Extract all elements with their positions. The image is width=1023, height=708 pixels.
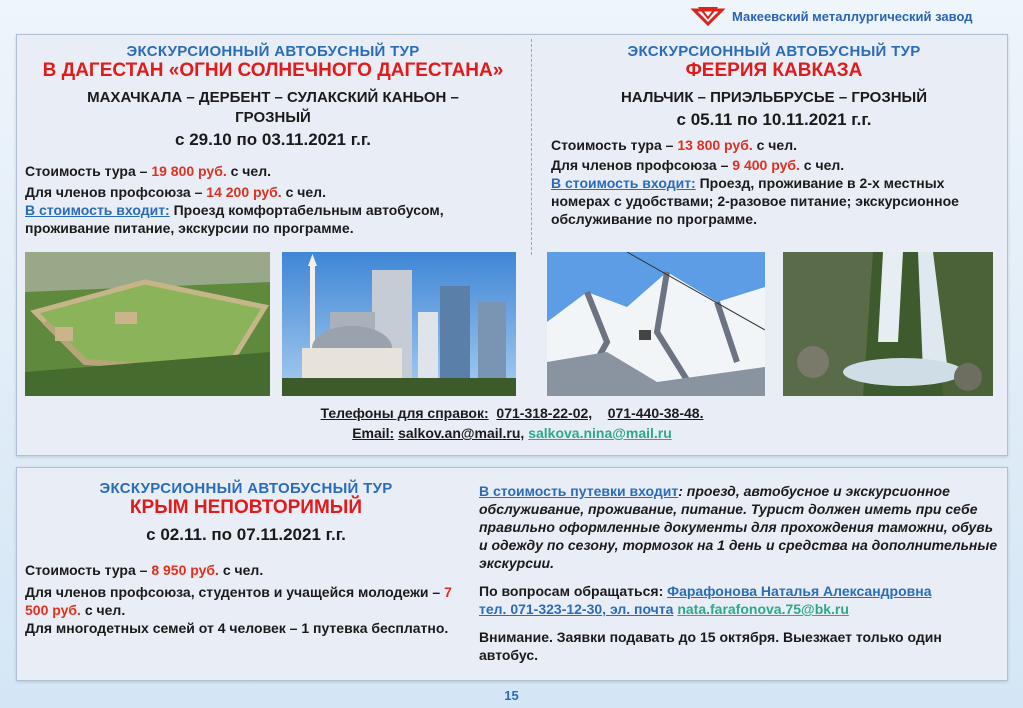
kavkaz-cost-label: Стоимость тура –	[551, 137, 678, 153]
dagestan-route: МАХАЧКАЛА – ДЕРБЕНТ – СУЛАКСКИЙ КАНЬОН – ГРОЗНЫЙ	[87, 89, 459, 126]
kavkaz-title: ФЕЕРИЯ КАВКАЗА	[685, 60, 863, 81]
dagestan-cost: 19 800 руб.	[151, 163, 227, 179]
company-logo	[690, 6, 973, 26]
kavkaz-per-person: с чел.	[752, 137, 797, 153]
crimea-kind: ЭКСКУРСИОННЫЙ АВТОБУСНЫЙ ТУР	[99, 480, 393, 497]
email-2-link[interactable]: salkova.nina@mail.ru	[528, 425, 672, 441]
dagestan-cost-label: Стоимость тура –	[25, 163, 152, 179]
crimea-cost-label: Стоимость тура –	[25, 562, 152, 578]
dagestan-members-label: Для членов профсоюза –	[25, 184, 207, 200]
crimea-cost: 8 950 руб.	[151, 562, 219, 578]
dagestan-members-cost: 14 200 руб.	[206, 184, 282, 200]
crimea-members-line	[25, 583, 467, 619]
kavkaz-includes-label: В стоимость входит:	[551, 175, 696, 191]
phone-2[interactable]: 071-440-38-48.	[607, 405, 704, 421]
crimea-cost-line	[25, 561, 467, 579]
dagestan-includes-text: Проезд комфортабельным автобусом, проживание питание, экскурсии по программе.	[25, 202, 444, 236]
star-logo-icon	[690, 6, 726, 26]
phones-label: Телефоны для справок:	[320, 405, 489, 421]
crimea-tour	[25, 480, 467, 637]
company-name: Макеевский металлургический завод	[732, 8, 973, 24]
crimea-per-person: с чел.	[218, 562, 264, 578]
email-1-link[interactable]: salkov.an@mail.ru,	[398, 425, 525, 441]
kavkaz-cost: 13 800 руб.	[677, 137, 753, 153]
contacts-block	[17, 403, 1007, 443]
elbrus-mountains-photo	[547, 252, 765, 396]
crimea-includes	[479, 482, 999, 572]
dagestan-cost-line	[25, 162, 521, 180]
crimea-includes-text: : проезд, автобусное и экскурсионное обслуживание, проживание, питание. Турист должен иметь при себе правильно оформленные документы для прохождения таможни, обувь и одежду по сезону, тормозок на 1 день и средства на дополнительные экскурсии.	[479, 483, 998, 571]
crimea-members-cost: 7 500 руб.	[25, 584, 452, 618]
kavkaz-members-line	[551, 156, 997, 174]
crimea-dates: с 02.11. по 07.11.2021 г.г.	[146, 525, 346, 544]
kavkaz-includes-text: Проезд, проживание в 2-х местных номерах с удобствами; 2-разовое питание; экскурсионное обслуживание по программе.	[551, 175, 959, 227]
dagestan-includes	[25, 201, 521, 237]
dagestan-per-person: с чел.	[226, 163, 271, 179]
kavkaz-members-per-person: с чел.	[799, 157, 845, 173]
crimea-members-per-person: с чел.	[80, 602, 126, 618]
phone-1[interactable]: 071-318-22-02,	[496, 405, 593, 421]
kavkaz-members-label: Для членов профсоюза –	[551, 157, 733, 173]
crimea-members-label: Для членов профсоюза, студентов и учащейся молодежи –	[25, 584, 445, 600]
kavkaz-dates: с 05.11 по 10.11.2021 г.г.	[676, 110, 872, 129]
email-label: Email:	[352, 425, 395, 441]
phones-line	[17, 403, 1007, 423]
dagestan-includes-label: В стоимость входит:	[25, 202, 170, 218]
kavkaz-cost-line	[551, 136, 997, 154]
contact-email-link[interactable]: nata.farafonova.75@bk.ru	[677, 601, 849, 617]
waterfall-photo	[783, 252, 993, 396]
crimea-large-families: Для многодетных семей от 4 человек – 1 путевка бесплатно.	[25, 620, 449, 636]
contact-phone[interactable]: тел. 071-323-12-30, эл. почта	[479, 601, 674, 617]
dagestan-title: В ДАГЕСТАН «ОГНИ СОЛНЕЧНОГО ДАГЕСТАНА»	[42, 60, 504, 81]
grozny-mosque-photo	[282, 252, 516, 396]
questions-label: По вопросам обращаться:	[479, 583, 664, 599]
crimea-questions	[479, 582, 999, 618]
dagestan-tour	[25, 43, 521, 237]
kavkaz-kind: ЭКСКУРСИОННЫЙ АВТОБУСНЫЙ ТУР	[627, 43, 921, 60]
page-number: 15	[504, 688, 519, 703]
kavkaz-includes	[551, 174, 997, 228]
crimea-notice: Внимание. Заявки подавать до 15 октября. Выезжает только один автобус.	[479, 629, 942, 663]
kavkaz-members-cost: 9 400 руб.	[732, 157, 800, 173]
column-divider	[531, 39, 532, 255]
crimea-notes	[479, 482, 999, 664]
crimea-title: КРЫМ НЕПОВТОРИМЫЙ	[129, 497, 363, 518]
dagestan-members-line	[25, 183, 521, 201]
dagestan-dates: с 29.10 по 03.11.2021 г.г.	[175, 130, 371, 149]
kavkaz-tour	[551, 43, 997, 228]
dagestan-kind: ЭКСКУРСИОННЫЙ АВТОБУСНЫЙ ТУР	[126, 43, 420, 60]
crimea-includes-label: В стоимость путевки входит	[479, 483, 679, 499]
contact-name: Фарафонова Наталья Александровна	[667, 583, 932, 599]
crimea-panel	[16, 467, 1008, 681]
dagestan-members-per-person: с чел.	[281, 184, 326, 200]
email-line	[17, 423, 1007, 443]
top-tours-panel	[16, 34, 1008, 456]
derbent-fortress-photo	[25, 252, 270, 396]
kavkaz-route: НАЛЬЧИК – ПРИЭЛЬБРУСЬЕ – ГРОЗНЫЙ	[620, 89, 928, 106]
